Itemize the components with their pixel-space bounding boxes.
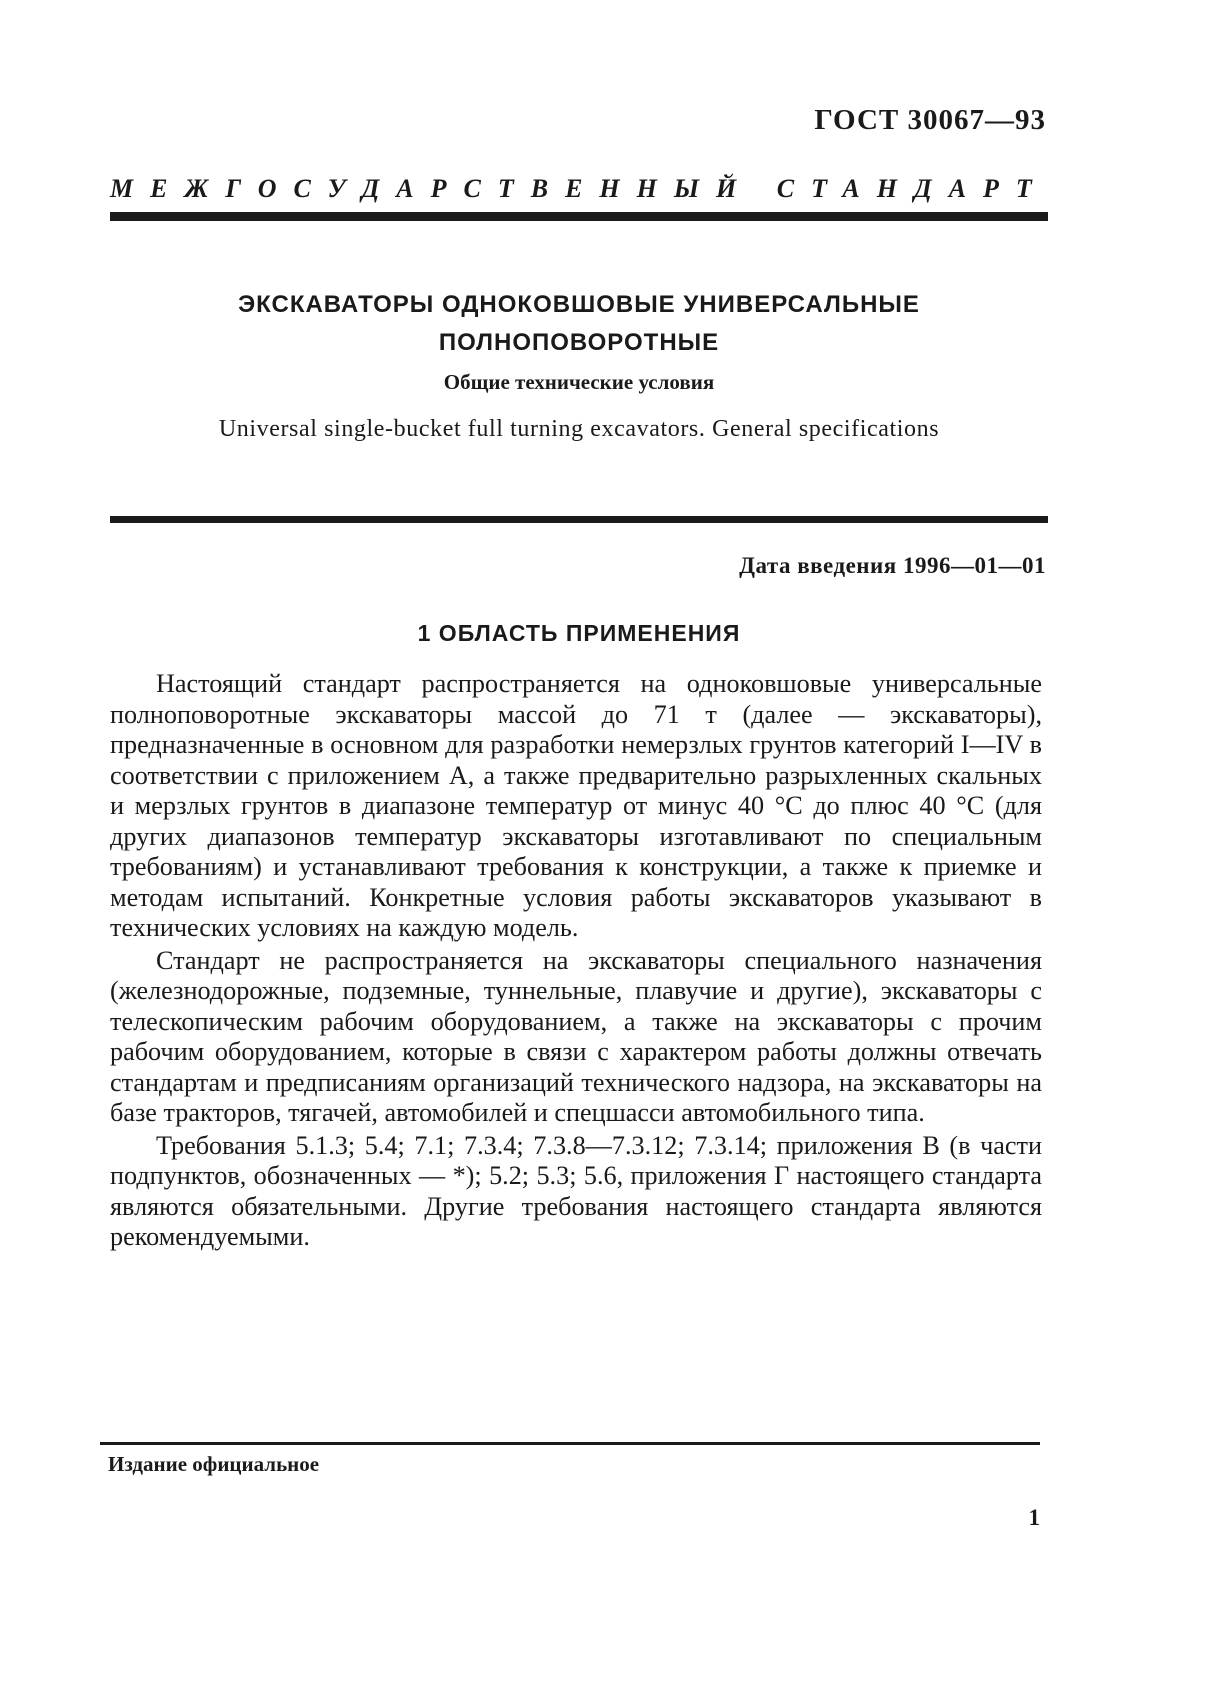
edition-note: Издание официальное <box>108 1452 320 1476</box>
title-rule <box>110 516 1048 523</box>
paragraph-2: Стандарт не распространяется на экскаваторы специального назначения (железнодорожные, подземные, туннельные, плавучие и другие), экскаваторы с телескопическим рабочим оборудованием, а также на экскаваторы с прочим рабочим оборудованием, которые в связи с характером работы должны отвечать стандартам и предписаниям организаций технического надзора, на экскаваторы на базе тракторов, тягачей, автомобилей и спецшасси автомобильного типа. <box>110 945 1042 1127</box>
standard-number: ГОСТ 30067—93 <box>814 104 1046 136</box>
paragraph-3: Требования 5.1.3; 5.4; 7.1; 7.3.4; 7.3.8—7.3.12; 7.3.14; приложения В (в части подпунктов, обозначенных — *); 5.2; 5.3; 5.6, приложения Г настоящего стандарта являются обязательными. Другие требования настоящего стандарта являются рекомендуемыми. <box>110 1130 1042 1251</box>
section-heading: 1 ОБЛАСТЬ ПРИМЕНЕНИЯ <box>417 620 741 646</box>
section-body <box>110 669 1042 1255</box>
document-title-line-2: ПОЛНОПОВОРОТНЫЕ <box>438 329 720 356</box>
page-number: 1 <box>1028 1505 1040 1530</box>
document-title <box>110 286 1048 362</box>
standard-type-heading: МЕЖГОСУДАРСТВЕННЫЙ СТАНДАРТ <box>110 174 1049 203</box>
footer-rule <box>100 1442 1040 1445</box>
english-title: Universal single-bucket full turning excavators. General specifications <box>218 416 940 442</box>
document-subtitle: Общие технические условия <box>443 370 715 394</box>
paragraph-1: Настоящий стандарт распространяется на одноковшовые универсальные полноповоротные экскаваторы массой до 71 т (далее — экскаваторы), предназначенные в основном для разработки немерзлых грунтов категорий I—IV в соответствии с приложением А, а также предварительно разрыхленных скальных и мерзлых грунтов в диапазоне температур от минус 40 °С до плюс 40 °С (для других диапазонов температур экскаваторы изготавливают по специальным требованиям) и устанавливают требования к конструкции, а также к приемке и методам испытаний. Конкретные условия работы экскаваторов указывают в технических условиях на каждую модель. <box>110 669 1042 942</box>
header-rule <box>110 212 1048 221</box>
document-title-line-1: ЭКСКАВАТОРЫ ОДНОКОВШОВЫЕ УНИВЕРСАЛЬНЫЕ <box>238 291 920 318</box>
introduction-date: Дата введения 1996—01—01 <box>739 553 1046 578</box>
